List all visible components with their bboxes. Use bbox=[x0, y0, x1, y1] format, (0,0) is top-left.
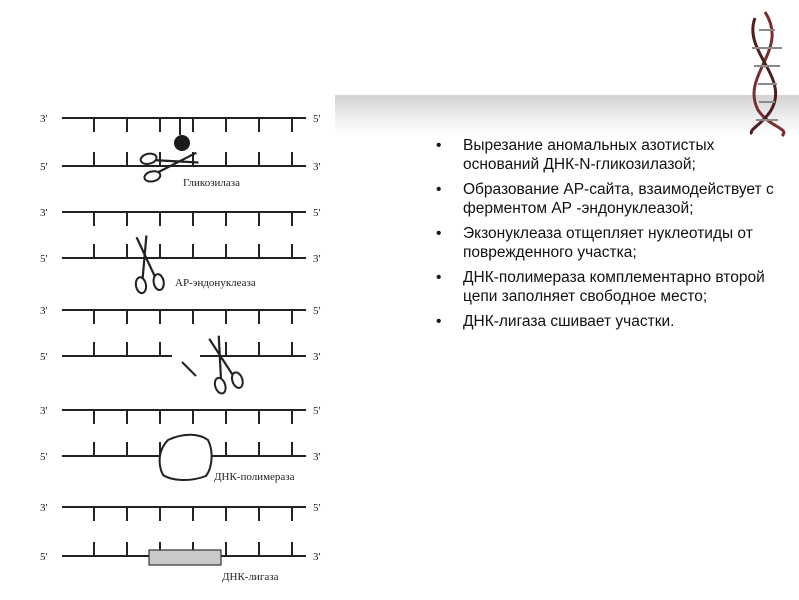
list-item bbox=[436, 269, 781, 306]
repair-steps-list bbox=[436, 137, 781, 339]
glycosylase-label: Гликозилаза bbox=[183, 177, 241, 189]
strand-end-label-3: 3' bbox=[40, 502, 48, 514]
bullet-marker: • bbox=[436, 181, 442, 198]
strand-end-label-3: 3' bbox=[313, 161, 321, 173]
list-item-text: Вырезание аномальных азотистых оснований ДНК-N-гликозилазой; bbox=[463, 137, 715, 173]
scissors-icon bbox=[201, 333, 245, 395]
strand-end-label-5: 5' bbox=[313, 113, 321, 125]
strand-end-label-5: 5' bbox=[313, 305, 321, 317]
strand-end-label-5: 5' bbox=[40, 351, 48, 363]
strand-end-label-5: 5' bbox=[313, 502, 321, 514]
list-item-text: Экзонуклеаза отщепляет нуклеотиды от поврежденного участка; bbox=[463, 225, 753, 261]
list-item bbox=[436, 137, 781, 174]
strand-end-label-3: 3' bbox=[40, 207, 48, 219]
bullet-marker: • bbox=[436, 225, 442, 242]
strand-end-label-3: 3' bbox=[313, 551, 321, 563]
strand-end-label-3: 3' bbox=[313, 451, 321, 463]
strand-end-label-3: 3' bbox=[313, 253, 321, 265]
dna-duplex bbox=[40, 305, 321, 363]
strand-end-label-5: 5' bbox=[40, 551, 48, 563]
damaged-base-marker bbox=[174, 135, 190, 151]
ap-endonuclease-label: АР-эндонуклеаза bbox=[175, 277, 256, 289]
list-item-text: ДНК-лигаза сшивает участки. bbox=[463, 313, 675, 330]
list-item bbox=[436, 181, 781, 218]
strand-end-label-3: 3' bbox=[40, 113, 48, 125]
strand-end-label-5: 5' bbox=[313, 207, 321, 219]
dna-helix-icon bbox=[751, 12, 784, 136]
strand-end-label-3: 3' bbox=[40, 405, 48, 417]
list-item-text: ДНК-полимераза комплементарно второй цепи заполняет свободное место; bbox=[463, 269, 765, 305]
strand-end-label-3: 3' bbox=[313, 351, 321, 363]
bullet-marker: • bbox=[436, 313, 442, 330]
bullet-marker: • bbox=[436, 269, 442, 286]
ap-endonuclease-stage bbox=[128, 234, 256, 294]
exonuclease-stage bbox=[182, 333, 245, 395]
polymerase-blob bbox=[160, 435, 212, 480]
strand-end-label-5: 5' bbox=[313, 405, 321, 417]
list-item bbox=[436, 313, 781, 332]
polymerase-stage bbox=[160, 435, 295, 483]
strand-end-label-5: 5' bbox=[40, 451, 48, 463]
bullet-marker: • bbox=[436, 137, 442, 154]
strand-end-label-5: 5' bbox=[40, 253, 48, 265]
dna-duplex bbox=[40, 207, 321, 265]
ligase-patch bbox=[149, 550, 221, 565]
ligase-label: ДНК-лигаза bbox=[222, 571, 279, 583]
list-item bbox=[436, 225, 781, 262]
list-item-text: Образование АР-сайта, взаимодействует с ферментом АР -эндонуклеазой; bbox=[463, 181, 774, 217]
scissors-icon bbox=[128, 234, 165, 294]
polymerase-label: ДНК-полимераза bbox=[214, 471, 295, 483]
strand-end-label-3: 3' bbox=[40, 305, 48, 317]
strand-end-label-5: 5' bbox=[40, 161, 48, 173]
